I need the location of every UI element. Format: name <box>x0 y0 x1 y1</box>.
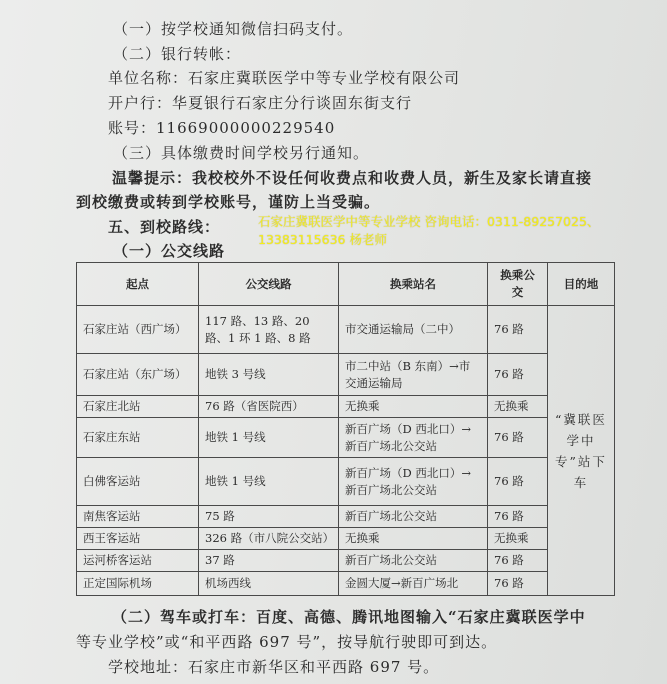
warm-tip-line-2: 到校缴费或转到学校账号，谨防上当受骗。 <box>76 193 381 211</box>
cell-bus-line: 地铁 3 号线 <box>199 354 339 396</box>
cell-start: 石家庄站（西广场） <box>77 306 199 354</box>
header-transfer-stop: 换乘站名 <box>339 263 488 306</box>
table-row <box>77 354 615 396</box>
cell-transfer-stop: 无换乘 <box>339 528 488 550</box>
destination-text: “冀联医学中专”站下车 <box>555 411 607 490</box>
header-destination: 目的地 <box>548 263 615 306</box>
header-bus-line: 公交线路 <box>199 263 339 306</box>
cell-start: 石家庄东站 <box>77 418 199 458</box>
cell-transfer-bus: 无换乘 <box>488 396 548 418</box>
table-row <box>77 396 615 418</box>
school-address: 学校地址：石家庄市新华区和平西路 697 号。 <box>108 658 440 676</box>
table-row <box>77 550 615 572</box>
table-row <box>77 306 615 354</box>
contact-line-2: 13383115636 杨老师 <box>258 232 387 247</box>
unit-name: 单位名称：石家庄冀联医学中等专业学校有限公司 <box>108 69 461 87</box>
table-row <box>77 458 615 506</box>
pay-option-3: （三）具体缴费时间学校另行通知。 <box>113 144 370 162</box>
header-transfer-bus: 换乘公交 <box>488 263 548 306</box>
cell-start: 正定国际机场 <box>77 572 199 596</box>
cell-start: 石家庄站（东广场） <box>77 354 199 396</box>
cell-transfer-stop: 新百广场（D 西北口）→新百广场北公交站 <box>339 418 488 458</box>
cell-bus-line: 机场西线 <box>199 572 339 596</box>
cell-bus-line: 37 路 <box>199 550 339 572</box>
cell-start: 运河桥客运站 <box>77 550 199 572</box>
cell-transfer-stop: 新百广场北公交站 <box>339 506 488 528</box>
cell-transfer-bus: 76 路 <box>488 418 548 458</box>
cell-transfer-stop: 无换乘 <box>339 396 488 418</box>
pay-option-2: （二）银行转帐： <box>113 45 242 63</box>
cell-bus-line: 326 路（市八院公交站） <box>199 528 339 550</box>
header-start: 起点 <box>77 263 199 306</box>
table-row <box>77 572 615 596</box>
table-header-row <box>77 263 615 306</box>
cell-transfer-stop: 市交通运输局（二中） <box>339 306 488 354</box>
cell-transfer-bus: 76 路 <box>488 354 548 396</box>
cell-bus-line: 117 路、13 路、20 路、1 环 1 路、8 路 <box>199 306 339 354</box>
drive-line-1: （二）驾车或打车：百度、高德、腾讯地图输入“石家庄冀联医学中 <box>112 608 586 626</box>
cell-transfer-bus: 76 路 <box>488 306 548 354</box>
cell-start: 南焦客运站 <box>77 506 199 528</box>
pay-option-1: （一）按学校通知微信扫码支付。 <box>113 20 354 38</box>
account-number: 账号：11669000000229540 <box>108 119 336 137</box>
bank-name: 开户行：华夏银行石家庄分行谈固东街支行 <box>108 94 413 112</box>
cell-transfer-stop: 金圆大厦→新百广场北 <box>339 572 488 596</box>
cell-transfer-bus: 76 路 <box>488 458 548 506</box>
cell-bus-line: 地铁 1 号线 <box>199 418 339 458</box>
cell-start: 西王客运站 <box>77 528 199 550</box>
cell-bus-line: 75 路 <box>199 506 339 528</box>
cell-bus-line: 76 路（省医院西） <box>199 396 339 418</box>
cell-transfer-bus: 76 路 <box>488 506 548 528</box>
table-row <box>77 528 615 550</box>
cell-transfer-bus: 76 路 <box>488 550 548 572</box>
cell-start: 石家庄北站 <box>77 396 199 418</box>
cell-bus-line: 地铁 1 号线 <box>199 458 339 506</box>
cell-start: 白佛客运站 <box>77 458 199 506</box>
table-row <box>77 418 615 458</box>
cell-transfer-bus: 76 路 <box>488 572 548 596</box>
table-row <box>77 506 615 528</box>
cell-destination <box>548 306 615 596</box>
cell-transfer-bus: 无换乘 <box>488 528 548 550</box>
warm-tip-line-1: 温馨提示：我校校外不设任何收费点和收费人员，新生及家长请直接 <box>112 169 593 187</box>
bus-heading: （一）公交线路 <box>113 242 226 260</box>
route-heading: 五、到校路线： <box>108 218 221 236</box>
contact-line-1: 石家庄冀联医学中等专业学校 咨询电话：0311-89257025、 <box>258 214 600 229</box>
bus-route-table <box>76 262 615 596</box>
contact-overlay <box>258 213 638 249</box>
cell-transfer-stop: 市二中站（B 东南）→市交通运输局 <box>339 354 488 396</box>
cell-transfer-stop: 新百广场（D 西北口）→新百广场北公交站 <box>339 458 488 506</box>
drive-line-2: 等专业学校”或“和平西路 697 号”，按导航行驶即可到达。 <box>76 633 498 651</box>
cell-transfer-stop: 新百广场北公交站 <box>339 550 488 572</box>
